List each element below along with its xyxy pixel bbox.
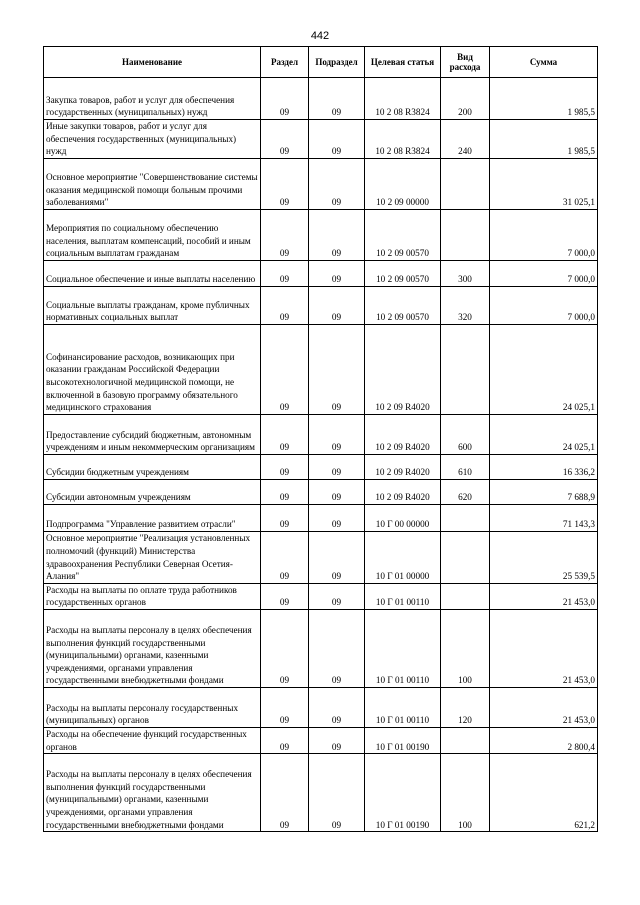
cell-section: 09 <box>261 727 309 753</box>
cell-sum: 21 453,0 <box>490 609 598 687</box>
cell-section: 09 <box>261 286 309 324</box>
cell-type: 620 <box>441 479 490 504</box>
table-row <box>44 504 598 531</box>
header-name: Наименование <box>44 47 261 78</box>
table-row <box>44 120 598 159</box>
table-row <box>44 583 598 609</box>
cell-target: 10 2 08 R3824 <box>365 78 441 120</box>
cell-subsection: 09 <box>309 324 365 414</box>
cell-target: 10 2 09 R4020 <box>365 324 441 414</box>
cell-section: 09 <box>261 583 309 609</box>
cell-type: 200 <box>441 78 490 120</box>
cell-target: 10 2 09 00570 <box>365 260 441 286</box>
cell-name: Основное мероприятие "Реализация установленных полномочий (функций) Министерства здравоохранения Республики Северная Осетия-Алания" <box>44 531 261 583</box>
header-type: Вид расхода <box>441 47 490 78</box>
cell-section: 09 <box>261 324 309 414</box>
cell-name: Социальное обеспечение и иные выплаты населению <box>44 260 261 286</box>
cell-sum: 24 025,1 <box>490 324 598 414</box>
cell-target: 10 Г 01 00190 <box>365 727 441 753</box>
table-row <box>44 531 598 583</box>
cell-name: Подпрограмма "Управление развитием отрасли" <box>44 504 261 531</box>
cell-section: 09 <box>261 687 309 727</box>
cell-section: 09 <box>261 504 309 531</box>
cell-sum: 1 985,5 <box>490 120 598 159</box>
cell-type: 100 <box>441 609 490 687</box>
cell-type: 120 <box>441 687 490 727</box>
budget-table <box>43 46 598 832</box>
cell-section: 09 <box>261 454 309 479</box>
cell-type: 300 <box>441 260 490 286</box>
cell-name: Социальные выплаты гражданам, кроме публичных нормативных социальных выплат <box>44 286 261 324</box>
cell-section: 09 <box>261 479 309 504</box>
cell-type: 100 <box>441 754 490 832</box>
cell-target: 10 Г 01 00110 <box>365 583 441 609</box>
cell-target: 10 2 09 R4020 <box>365 479 441 504</box>
cell-target: 10 Г 01 00000 <box>365 531 441 583</box>
cell-sum: 31 025,1 <box>490 158 598 209</box>
cell-sum: 7 688,9 <box>490 479 598 504</box>
table-row <box>44 454 598 479</box>
cell-name: Предоставление субсидий бюджетным, автономным учреждениям и иным некоммерческим организациям <box>44 414 261 454</box>
cell-type: 610 <box>441 454 490 479</box>
cell-type <box>441 158 490 209</box>
cell-name: Расходы на выплаты персоналу в целях обеспечения выполнения функций государственными (муниципальными) органами, казенными учреждениями, органами управления государственными внебюджетными фондами <box>44 609 261 687</box>
header-sum: Сумма <box>490 47 598 78</box>
cell-type <box>441 504 490 531</box>
table-row <box>44 687 598 727</box>
cell-sum: 621,2 <box>490 754 598 832</box>
cell-target: 10 2 09 R4020 <box>365 414 441 454</box>
cell-target: 10 2 09 R4020 <box>365 454 441 479</box>
cell-subsection: 09 <box>309 609 365 687</box>
cell-sum: 7 000,0 <box>490 260 598 286</box>
cell-type: 600 <box>441 414 490 454</box>
cell-sum: 21 453,0 <box>490 583 598 609</box>
cell-subsection: 09 <box>309 531 365 583</box>
table-row <box>44 754 598 832</box>
cell-subsection: 09 <box>309 209 365 260</box>
cell-name: Расходы на выплаты персоналу государственных (муниципальных) органов <box>44 687 261 727</box>
cell-subsection: 09 <box>309 286 365 324</box>
table-row <box>44 158 598 209</box>
table-row <box>44 324 598 414</box>
cell-type <box>441 324 490 414</box>
page-number: 442 <box>310 30 330 42</box>
table-row <box>44 260 598 286</box>
cell-type <box>441 531 490 583</box>
header-target: Целевая статья <box>365 47 441 78</box>
cell-type: 320 <box>441 286 490 324</box>
header-section: Раздел <box>261 47 309 78</box>
cell-sum: 71 143,3 <box>490 504 598 531</box>
cell-name: Закупка товаров, работ и услуг для обеспечения государственных (муниципальных) нужд <box>44 78 261 120</box>
cell-type: 240 <box>441 120 490 159</box>
cell-section: 09 <box>261 209 309 260</box>
table-row <box>44 209 598 260</box>
table-row <box>44 286 598 324</box>
table-row <box>44 414 598 454</box>
cell-name: Расходы на выплаты по оплате труда работников государственных органов <box>44 583 261 609</box>
cell-name: Расходы на выплаты персоналу в целях обеспечения выполнения функций государственными (муниципальными) органами, казенными учреждениями, органами управления государственными внебюджетными фондами <box>44 754 261 832</box>
cell-section: 09 <box>261 78 309 120</box>
cell-name: Софинансирование расходов, возникающих при оказании гражданам Российской Федерации высокотехнологичной медицинской помощи, не включенной в базовую программу обязательного медицинского страхования <box>44 324 261 414</box>
cell-target: 10 2 08 R3824 <box>365 120 441 159</box>
cell-sum: 7 000,0 <box>490 209 598 260</box>
cell-subsection: 09 <box>309 260 365 286</box>
cell-subsection: 09 <box>309 687 365 727</box>
table-row <box>44 609 598 687</box>
cell-target: 10 2 09 00570 <box>365 209 441 260</box>
cell-sum: 24 025,1 <box>490 414 598 454</box>
table-body <box>44 78 598 832</box>
cell-name: Иные закупки товаров, работ и услуг для обеспечения государственных (муниципальных) нужд <box>44 120 261 159</box>
cell-name: Расходы на обеспечение функций государственных органов <box>44 727 261 753</box>
cell-sum: 7 000,0 <box>490 286 598 324</box>
cell-sum: 2 800,4 <box>490 727 598 753</box>
cell-target: 10 2 09 00570 <box>365 286 441 324</box>
cell-type <box>441 209 490 260</box>
cell-name: Мероприятия по социальному обеспечению населения, выплатам компенсаций, пособий и иным социальным выплатам гражданам <box>44 209 261 260</box>
cell-name: Основное мероприятие "Совершенствование системы оказания медицинской помощи больным прочими заболеваниями" <box>44 158 261 209</box>
cell-section: 09 <box>261 531 309 583</box>
cell-target: 10 Г 01 00110 <box>365 687 441 727</box>
cell-section: 09 <box>261 414 309 454</box>
cell-subsection: 09 <box>309 78 365 120</box>
cell-sum: 16 336,2 <box>490 454 598 479</box>
cell-section: 09 <box>261 120 309 159</box>
cell-sum: 25 539,5 <box>490 531 598 583</box>
cell-section: 09 <box>261 754 309 832</box>
cell-subsection: 09 <box>309 583 365 609</box>
cell-subsection: 09 <box>309 754 365 832</box>
table-header-row <box>44 47 598 78</box>
cell-subsection: 09 <box>309 454 365 479</box>
cell-target: 10 Г 01 00190 <box>365 754 441 832</box>
table-row <box>44 479 598 504</box>
cell-subsection: 09 <box>309 727 365 753</box>
header-subsection: Подраздел <box>309 47 365 78</box>
cell-sum: 1 985,5 <box>490 78 598 120</box>
table-row <box>44 78 598 120</box>
cell-target: 10 Г 00 00000 <box>365 504 441 531</box>
cell-type <box>441 583 490 609</box>
cell-section: 09 <box>261 609 309 687</box>
cell-name: Субсидии бюджетным учреждениям <box>44 454 261 479</box>
cell-target: 10 2 09 00000 <box>365 158 441 209</box>
cell-section: 09 <box>261 260 309 286</box>
cell-subsection: 09 <box>309 479 365 504</box>
cell-type <box>441 727 490 753</box>
cell-section: 09 <box>261 158 309 209</box>
cell-subsection: 09 <box>309 504 365 531</box>
cell-subsection: 09 <box>309 120 365 159</box>
cell-subsection: 09 <box>309 158 365 209</box>
table-row <box>44 727 598 753</box>
cell-target: 10 Г 01 00110 <box>365 609 441 687</box>
cell-name: Субсидии автономным учреждениям <box>44 479 261 504</box>
cell-subsection: 09 <box>309 414 365 454</box>
cell-sum: 21 453,0 <box>490 687 598 727</box>
